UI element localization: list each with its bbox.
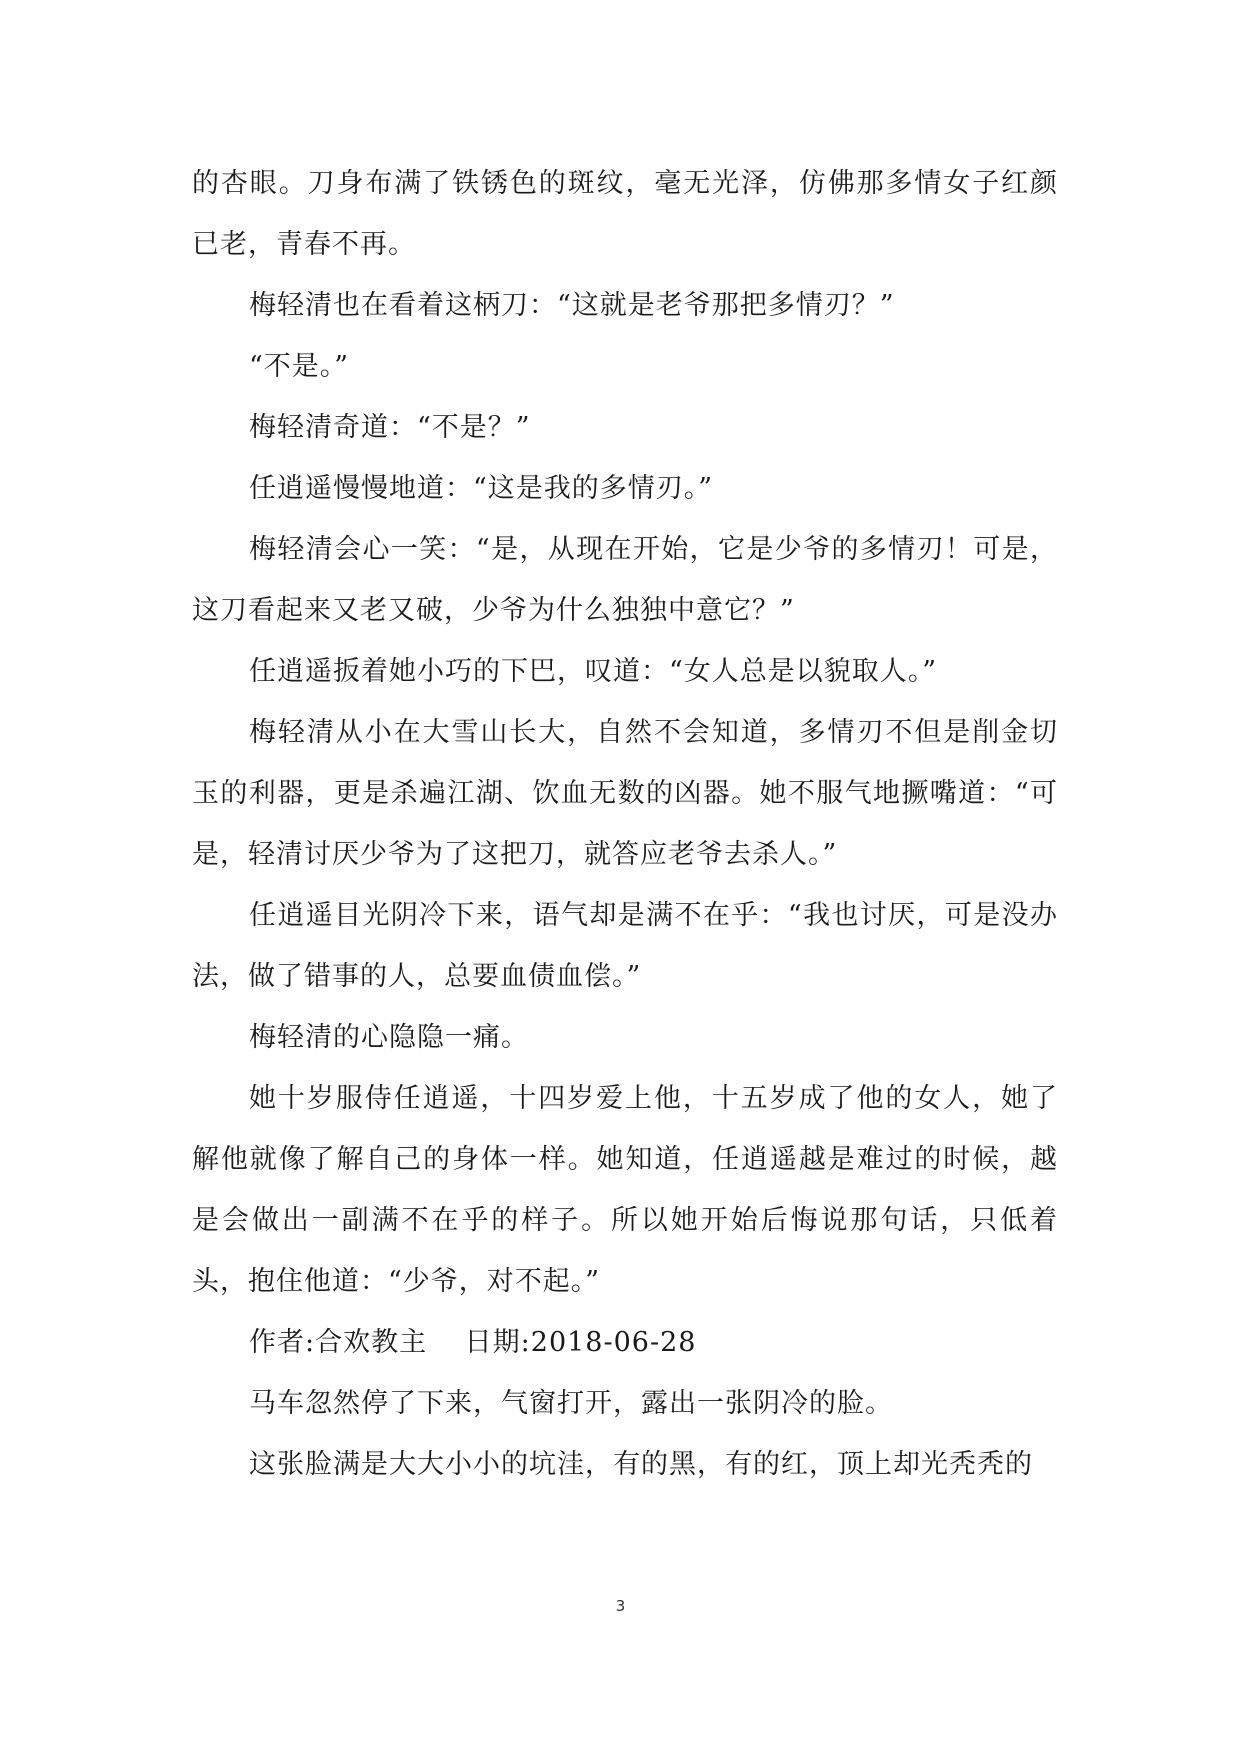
paragraph: 梅轻清的心隐隐一痛。: [249, 1022, 529, 1053]
paragraph: 梅轻清从小在大雪山长大，自然不会知道，多情刃不但是削金切玉的利器，更是杀遍江湖、饮血无数的凶器。她不服气地撅嘴道：“可是，轻清讨厌少爷为了这把刀，就答应老爷去杀人。”: [192, 717, 1058, 870]
paragraph: 梅轻清奇道：“不是？”: [249, 412, 531, 443]
paragraph: 马车忽然停了下来，气窗打开，露出一张阴冷的脸。: [249, 1388, 893, 1419]
paragraph: “不是。”: [249, 351, 350, 382]
paragraph: 她十岁服侍任逍遥，十四岁爱上他，十五岁成了他的女人，她了解他就像了解自己的身体一样。她知道，任逍遥越是难过的时候，越是会做出一副满不在乎的样子。所以她开始后悔说那句话，只低着头，抱住他道：“少爷，对不起。”: [192, 1083, 1058, 1297]
author-date-line: 作者:合欢教主 日期:2018-06-28: [249, 1327, 697, 1358]
paragraph: 的杏眼。刀身布满了铁锈色的斑纹，毫无光泽，仿佛那多情女子红颜已老，青春不再。: [192, 168, 1058, 260]
page-number: 3: [615, 1597, 626, 1615]
paragraph: 任逍遥扳着她小巧的下巴，叹道：“女人总是以貌取人。”: [249, 656, 938, 687]
paragraph: 任逍遥目光阴冷下来，语气却是满不在乎：“我也讨厌，可是没办法，做了错事的人，总要血债血偿。”: [192, 900, 1058, 992]
paragraph: 任逍遥慢慢地道：“这是我的多情刃。”: [249, 473, 714, 504]
paragraph: 梅轻清会心一笑：“是，从现在开始，它是少爷的多情刃！可是，这刀看起来又老又破，少爷为什么独独中意它？”: [192, 534, 1058, 626]
text-body: [192, 153, 1058, 1495]
paragraph: 这张脸满是大大小小的坑洼，有的黑，有的红，顶上却光秃秃的: [249, 1449, 1033, 1480]
paragraph: 梅轻清也在看着这柄刀：“这就是老爷那把多情刃？”: [249, 290, 895, 321]
